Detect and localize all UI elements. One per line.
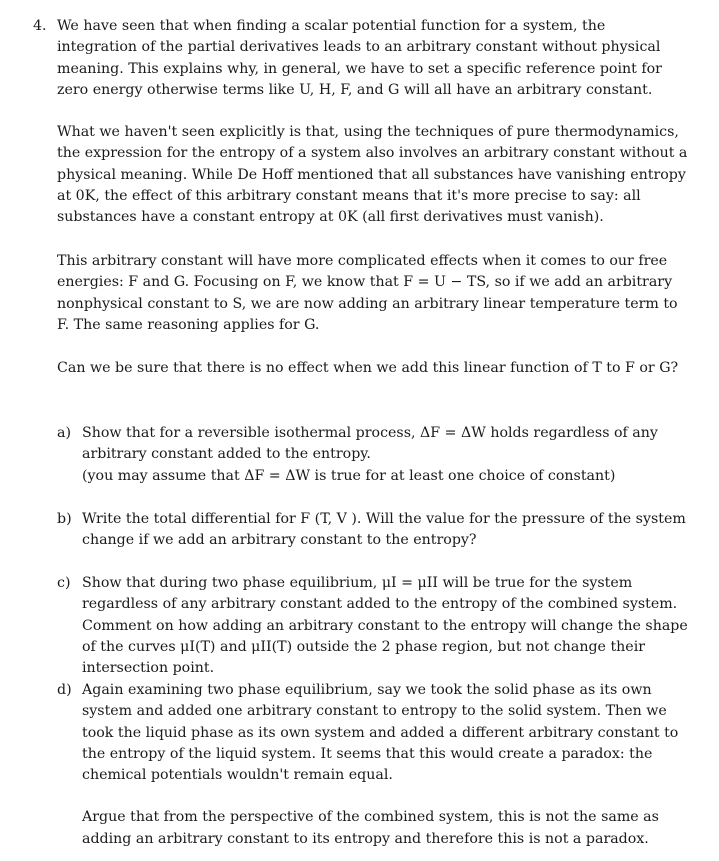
part-d-statement: Again examining two phase equilibrium, say we took the solid phase as its own system and added one arbitrary constant to entropy to the solid system. Then we took the liquid phase as its own system and added a different arbitrary constant to the entropy of the liquid system. It seems that this would create a paradox: the chemical potentials wouldn't remain equal.: [82, 682, 679, 784]
intro-paragraph-1: We have seen that when finding a scalar potential function for a system, the integration of the partial derivatives leads to an arbitrary constant without physical meaning. This explains why, in general, we have to set a specific reference point for zero energy otherwise terms like U, H, F, and G will all have an arbitrary constant.: [57, 18, 662, 98]
part-d-label: d): [57, 682, 72, 698]
part-c-label: c): [57, 575, 71, 591]
part-a-label: a): [57, 425, 71, 441]
part-a-note: (you may assume that ΔF = ΔW is true for at least one choice of constant): [82, 467, 616, 484]
part-d-argument: Argue that from the perspective of the combined system, this is not the same as adding an arbitrary constant to its entropy and therefore this is not a paradox.: [82, 809, 659, 847]
part-b-label: b): [57, 511, 72, 527]
problem-number: 4.: [33, 18, 47, 34]
part-c-text: [82, 573, 689, 679]
intro-paragraph-2: What we haven't seen explicitly is that, using the techniques of pure thermodynamics, the expression for the entropy of a system also involves an arbitrary constant without a physical meaning. While De Hoff mentioned that all substances have vanishing entropy at 0K, the effect of this arbitrary constant means that it's more precise to say: all substances have a constant entropy at 0K (all first derivatives must vanish).: [57, 124, 688, 226]
part-a-statement: Show that for a reversible isothermal process, ΔF = ΔW holds regardless of any arbitrary constant added to the entropy.: [82, 425, 658, 463]
part-b-text: [82, 509, 689, 552]
part-c-statement: Show that during two phase equilibrium, μI = μII will be true for the system regardless of any arbitrary constant added to the entropy of the combined system. Comment on how adding an arbitrary constant to the entropy will change the shape of the curves μI(T) and μII(T) outside the 2 phase region, but not change their intersection point.: [82, 575, 688, 677]
part-a-text: [82, 423, 689, 487]
part-d-text: [82, 680, 689, 850]
intro-paragraph-3: This arbitrary constant will have more complicated effects when it comes to our free energies: F and G. Focusing on F, we know that F = U − TS, so if we add an arbitrary nonphysical constant to S, we are now adding an arbitrary linear temperature term to F. The same reasoning applies for G.: [57, 253, 678, 333]
part-b-statement: Write the total differential for F (T, V ). Will the value for the pressure of the system change if we add an arbitrary constant to the entropy?: [82, 511, 686, 549]
intro-question: Can we be sure that there is no effect when we add this linear function of T to F or G?: [57, 360, 679, 376]
